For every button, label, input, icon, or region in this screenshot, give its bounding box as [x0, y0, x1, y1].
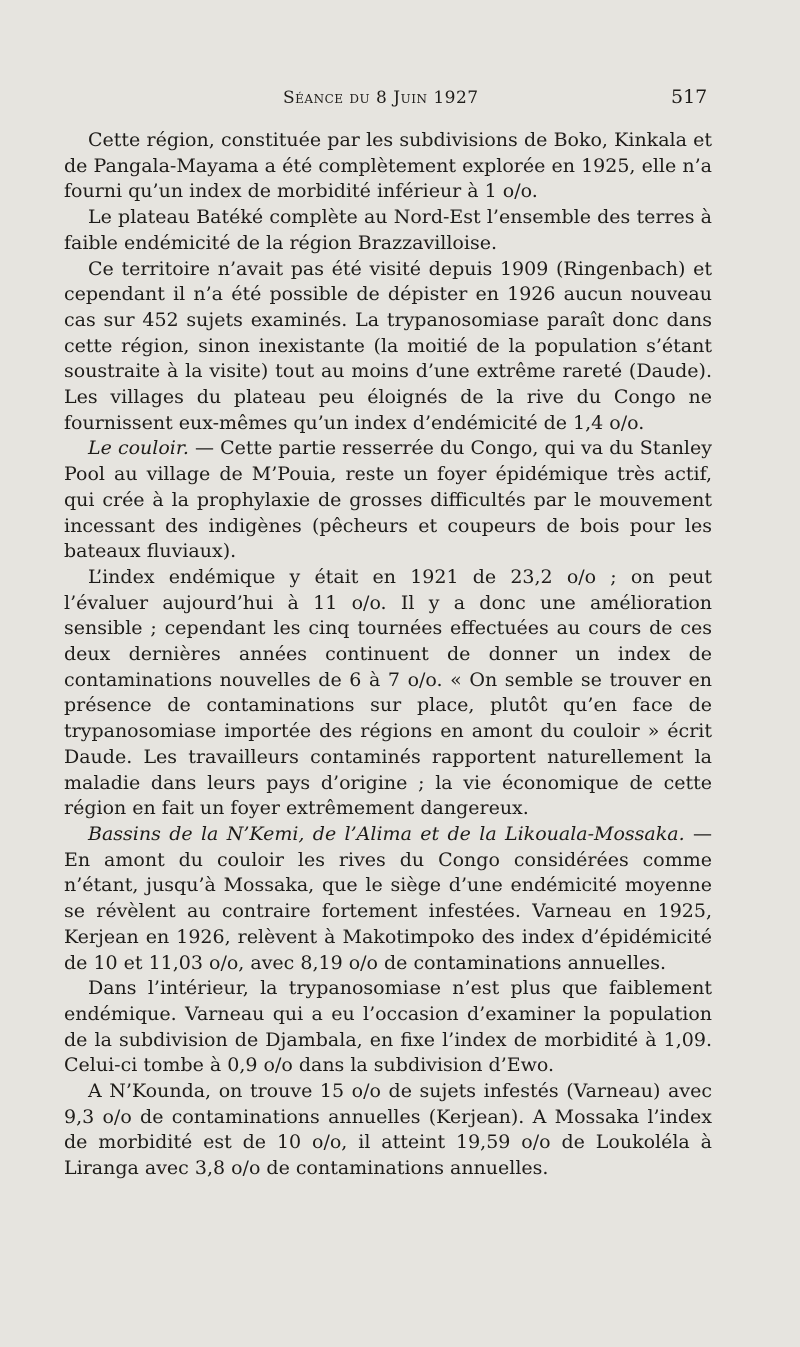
paragraph-plateau-bateke: Le plateau Batéké complète au Nord-Est l’ensemble des terres à faible endémicité de la région Brazzavilloise.	[64, 206, 712, 254]
section-heading-couloir: Le couloir.	[88, 437, 189, 460]
paragraph-couloir-text: — Cette partie resserrée du Congo, qui va du Stanley Pool au village de M’Pouia, reste un foyer épidémique très actif, qui crée à la prophylaxie de grosses difficultés par le mouvement incessant des indigènes (pêcheurs et coupeurs de bois pour les bateaux fluviaux).	[64, 437, 712, 563]
paragraph-boko-region: Cette région, constituée par les subdivisions de Boko, Kinkala et de Pangala-Mayama a été complètement explorée en 1925, elle n’a fourni qu’un index de morbidité inférieur à 1 o/o.	[64, 129, 712, 203]
body-text	[64, 128, 712, 1182]
paragraph-interior: Dans l’intérieur, la trypanosomiase n’est plus que faiblement endémique. Varneau qui a eu l’occasion d’examiner la population de la subdivision de Djambala, en fixe l’index de morbidité à 1,09. Celui-ci tombe à 0,9 o/o dans la subdivision d’Ewo.	[64, 977, 712, 1077]
paragraph-territory-visit: Ce territoire n’avait pas été visité depuis 1909 (Ringenbach) et cependant il n’a été possible de dépister en 1926 aucun nouveau cas sur 452 sujets examinés. La trypanosomiase paraît donc dans cette région, sinon inexistante (la moitié de la population s’étant soustraite à la visite) tout au moins d’une extrême rareté (Daude). Les villages du plateau peu éloignés de la rive du Congo ne fournissent eux-mêmes qu’un index d’endémicité de 1,4 o/o.	[64, 257, 712, 434]
section-heading-bassins: Bassins de la N’Kemi, de l’Alima et de la Likouala-Mossaka.	[88, 822, 685, 845]
paragraph-bassins	[64, 822, 712, 976]
running-title: Séance du 8 Juin 1927	[283, 88, 479, 108]
paragraph-bassins-text: — En amont du couloir les rives du Congo considérées comme n’étant, jusqu’à Mossaka, que le siège d’une endémicité moyenne se révèlent au contraire fortement infestées. Varneau en 1925, Kerjean en 1926, relèvent à Makotimpoko des index d’épidémicité de 10 et 11,03 o/o, avec 8,19 o/o de contaminations annuelles.	[64, 822, 712, 974]
paragraph-nkounda: A N’Kounda, on trouve 15 o/o de sujets infestés (Varneau) avec 9,3 o/o de contaminations annuelles (Kerjean). A Mossaka l’index de morbidité est de 10 o/o, il atteint 19,59 o/o de Loukoléla à Liranga avec 3,8 o/o de contaminations annuelles.	[64, 1080, 712, 1180]
page-number: 517	[671, 86, 708, 108]
paragraph-couloir	[64, 436, 712, 565]
paragraph-endemic-index: L’index endémique y était en 1921 de 23,2 o/o ; on peut l’évaluer aujourd’hui à 11 o/o. Il y a donc une amélioration sensible ; cependant les cinq tournées effectuées au cours de ces deux dernières années continuent de donner un index de contaminations nouvelles de 6 à 7 o/o. « On semble se trouver en présence de contaminations sur place, plutôt qu’en face de trypanosomiase importée des régions en amont du couloir » écrit Daude. Les travailleurs contaminés rapportent naturellement la maladie dans leurs pays d’origine ; la vie économique de cette région en fait un foyer extrêmement dangereux.	[64, 565, 712, 820]
